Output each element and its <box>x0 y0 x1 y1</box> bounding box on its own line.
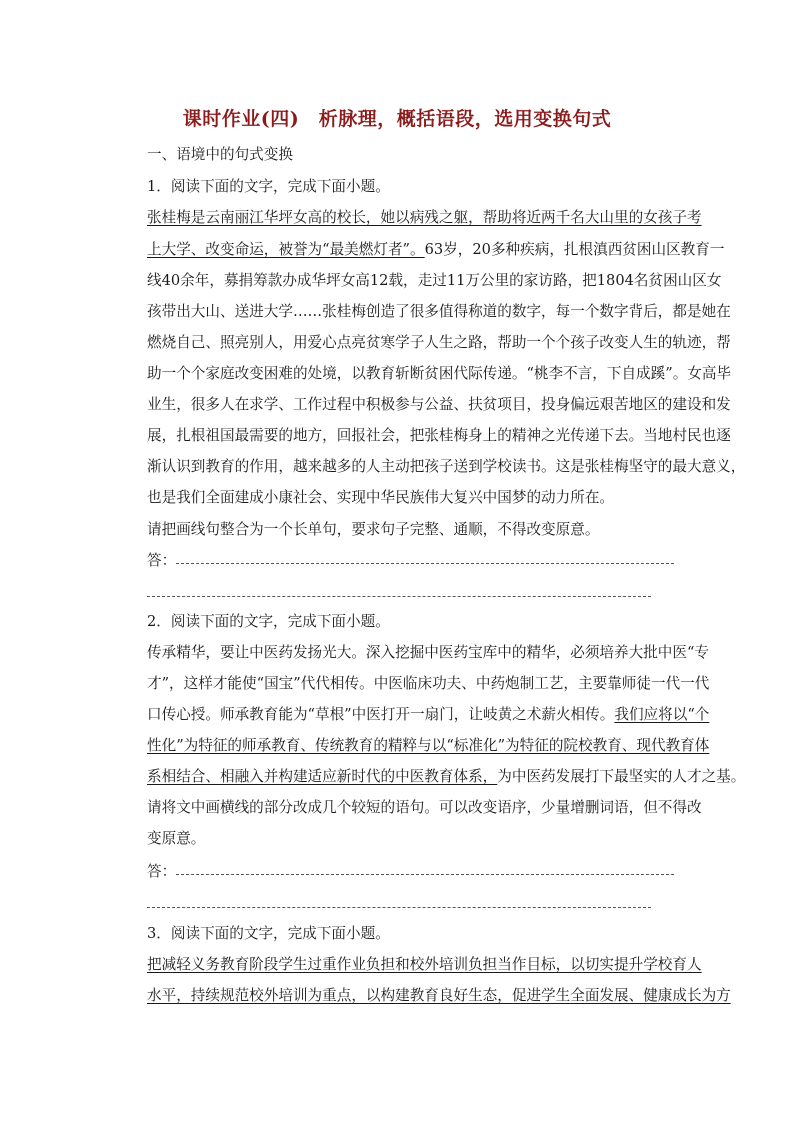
q2-answer-line-1[interactable] <box>176 874 674 875</box>
q2-line-3 <box>147 705 709 725</box>
q2-line-2: 才”，这样才能使“国宝”代代相传。中医临床功夫、中药炮制工艺，主要靠师徒一代一代 <box>147 675 710 692</box>
q2-instruction-2: 变原意。 <box>147 830 206 847</box>
q1-line-8: 展，扎根祖国最需要的地方，回报社会，把张桂梅身上的精神之光传递下去。当地村民也逐 <box>147 427 731 444</box>
q1-answer-label: 答： <box>147 552 177 569</box>
q1-line-7: 业生，很多人在求学、工作过程中积极参与公益、扶贫项目，投身偏远艰苦地区的建设和发 <box>147 396 731 413</box>
q2-prompt: 2．阅读下面的文字，完成下面小题。 <box>147 613 390 630</box>
page-title: 课时作业(四) 析脉理，概括语段，选用变换句式 <box>182 108 612 130</box>
q2-underlined-end: 系相结合、相融入并构建适应新时代的中医教育体系， <box>147 768 498 785</box>
section-heading: 一、语境中的句式变换 <box>147 146 293 163</box>
q1-line-5: 燃烧自己、照亮别人，用爱心点亮贫寒学子人生之路，帮助一个个孩子改变人生的轨迹，帮 <box>147 334 731 351</box>
q2-answer-label: 答： <box>147 863 177 880</box>
q1-line-9: 渐认识到教育的作用，越来越多的人主动把孩子送到学校读书。这是张桂梅坚守的最大意义， <box>147 458 746 475</box>
q2-answer-line-2[interactable] <box>147 907 651 908</box>
q1-line-1: 张桂梅是云南丽江华坪女高的校长，她以病残之躯，帮助将近两千名大山里的女孩子考 <box>147 209 702 226</box>
q1-line-6: 助一个个家庭改变困难的处境，以教育斩断贫困代际传递。“桃李不言，下自成蹊”。女高毕 <box>147 365 732 382</box>
q1-prompt: 1．阅读下面的文字，完成下面小题。 <box>147 178 390 195</box>
q1-answer-line-1[interactable] <box>176 563 674 564</box>
q1-line-2 <box>147 240 724 260</box>
q2-line-5-rest: 为中医药发展打下最坚实的人才之基。 <box>497 768 746 785</box>
q3-line-2: 水平，持续规范校外培训为重点，以构建教育良好生态，促进学生全面发展、健康成长为方 <box>147 987 731 1004</box>
q1-line-4: 孩带出大山、送进大学……张桂梅创造了很多值得称道的数字，每一个数字背后，都是她在 <box>147 303 731 320</box>
q2-line-3-plain: 口传心授。师承教育能为“草根”中医打开一扇门，让岐黄之术薪火相传。 <box>147 706 615 723</box>
q2-line-5 <box>147 767 745 787</box>
q1-line-10: 也是我们全面建成小康社会、实现中华民族伟大复兴中国梦的动力所在。 <box>147 489 615 506</box>
q1-answer-line-2[interactable] <box>147 596 651 597</box>
q1-line-2-rest: 63岁，20多种疾病，扎根滇西贫困山区教育一 <box>424 241 725 258</box>
q1-instruction: 请把画线句整合为一个长单句，要求句子完整、通顺，不得改变原意。 <box>147 521 600 538</box>
q2-underlined-start: 我们应将以“个 <box>614 706 710 723</box>
q2-instruction-1: 请将文中画横线的部分改成几个较短的语句。可以改变语序，少量增删词语，但不得改 <box>147 799 702 816</box>
q3-line-1: 把减轻义务教育阶段学生过重作业负担和校外培训负担当作目标，以切实提升学校育人 <box>147 956 702 973</box>
q1-line-3: 线40余年，募捐筹款办成华坪女高12载，走过11万公里的家访路，把1804名贫困山区女 <box>147 272 722 289</box>
q1-underlined-end: 上大学、改变命运，被誉为“最美燃灯者”。 <box>147 241 425 258</box>
q2-line-4: 性化”为特征的师承教育、传统教育的精粹与以“标准化”为特征的院校教育、现代教育体 <box>147 737 710 754</box>
q2-line-1: 传承精华，要让中医药发扬光大。深入挖掘中医药宝库中的精华，必须培养大批中医“专 <box>147 644 710 661</box>
q3-prompt: 3．阅读下面的文字，完成下面小题。 <box>147 925 390 942</box>
